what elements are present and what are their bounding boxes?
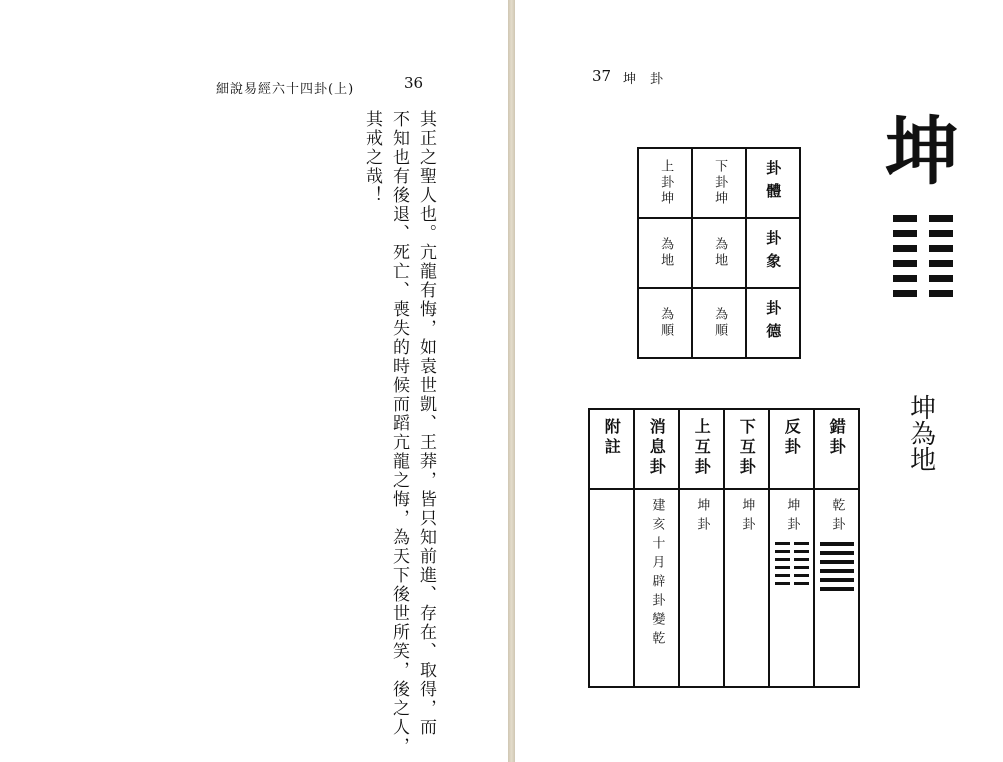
related-hexagrams-table (588, 408, 860, 688)
table1-cell: 下卦坤 (692, 148, 746, 218)
table1-cell: 為順 (692, 288, 746, 358)
header-fan: 反卦 (769, 409, 814, 489)
kun-mini-hexagram-icon (775, 542, 809, 585)
table1-header: 卦象 (746, 218, 800, 288)
cell-upper-hu: 坤卦 (679, 489, 724, 687)
table1-header: 卦體 (746, 148, 800, 218)
header-xiaoxi: 消息卦 (634, 409, 679, 489)
header-lower-hu: 下互卦 (724, 409, 769, 489)
page-number-right: 37 (592, 67, 612, 85)
page-label-right: 坤卦 (623, 72, 678, 87)
header-notes: 附註 (589, 409, 634, 489)
book-title: 細說易經六十四卦(上) (216, 82, 355, 97)
cell-fan: 坤卦 (769, 489, 814, 687)
kun-hexagram-icon (893, 215, 953, 305)
hexagram-title-character: 坤 (885, 109, 959, 195)
book-spine (508, 0, 515, 762)
body-text-column-1: 其正之聖人也。亢龍有悔，如袁世凱、王莽，皆只知前進、存在、取得，而 (416, 110, 436, 737)
trigram-table (637, 147, 801, 359)
table1-cell: 上卦坤 (638, 148, 692, 218)
table1-header: 卦德 (746, 288, 800, 358)
body-text-column-3: 其戒之哉！ (362, 110, 382, 205)
cell-notes (589, 489, 634, 687)
cell-cuo: 乾卦 (814, 489, 859, 687)
body-text-column-2: 不知也有後退、死亡、喪失的時候而蹈亢龍之悔，為天下後世所笑，後之人， (389, 110, 409, 756)
hexagram-name: 坤為地 (905, 394, 936, 472)
header-cuo: 錯卦 (814, 409, 859, 489)
table1-cell: 為順 (638, 288, 692, 358)
cell-xiaoxi: 建亥十月辟卦變乾 (634, 489, 679, 687)
header-upper-hu: 上互卦 (679, 409, 724, 489)
page-number-left: 36 (404, 74, 424, 92)
cell-lower-hu: 坤卦 (724, 489, 769, 687)
table1-cell: 為地 (692, 218, 746, 288)
table1-cell: 為地 (638, 218, 692, 288)
qian-mini-hexagram-icon (820, 542, 854, 591)
